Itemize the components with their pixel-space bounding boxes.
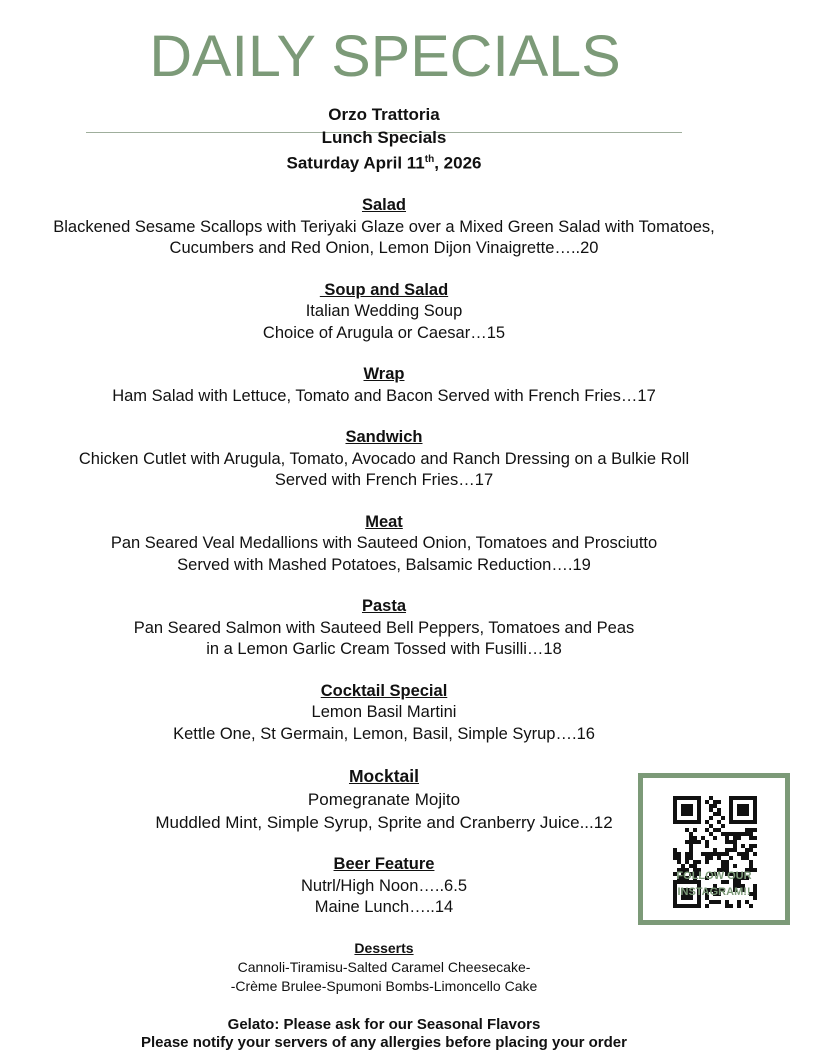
section-meat — [0, 512, 768, 577]
restaurant-name: Orzo Trattoria — [328, 105, 440, 124]
section-title: Mocktail — [348, 766, 420, 787]
menu-line: Muddled Mint, Simple Syrup, Sprite and Cranberry Juice...12 — [155, 813, 613, 833]
menu-subtitle: Lunch Specials — [321, 127, 447, 147]
section-wrap — [0, 364, 768, 407]
section-title: Salad — [361, 196, 407, 215]
section-pasta — [0, 596, 768, 661]
daily-specials-banner: DAILY SPECIALS — [149, 24, 621, 89]
menu-line: Pan Seared Veal Medallions with Sauteed Onion, Tomatoes and Prosciutto — [110, 534, 658, 553]
section-footer-notes — [0, 1016, 768, 1052]
section-title: Beer Feature — [333, 855, 435, 874]
qr-caption-line: FOLLOW OUR — [676, 870, 752, 882]
menu-line: Blackened Sesame Scallops with Teriyaki Glaze over a Mixed Green Salad with Tomatoes, — [53, 217, 715, 236]
section-title: Wrap — [363, 365, 405, 384]
menu-line: Pan Seared Salmon with Sauteed Bell Peppers, Tomatoes and Peas — [133, 618, 635, 637]
instagram-qr-code[interactable] — [638, 773, 790, 925]
menu-line: Ham Salad with Lettuce, Tomato and Bacon Served with French Fries…17 — [112, 386, 656, 405]
section-title: Pasta — [361, 597, 407, 616]
menu-line: Please notify your servers of any allergies before placing your order — [140, 1033, 627, 1051]
menu-line: Cucumbers and Red Onion, Lemon Dijon Vinaigrette…..20 — [169, 239, 599, 258]
menu-line: Pomegranate Mojito — [307, 790, 461, 810]
date-prefix: Saturday April 11 — [286, 153, 425, 173]
section-title: Sandwich — [345, 428, 423, 447]
menu-line: Served with Mashed Potatoes, Balsamic Reduction….19 — [177, 555, 591, 574]
menu-line: Nutrl/High Noon…..6.5 — [301, 876, 467, 895]
menu-line: Cannoli-Tiramisu-Salted Caramel Cheesecake- — [237, 958, 531, 975]
section-cocktail-special — [0, 681, 768, 746]
section-title: Soup and Salad — [319, 280, 449, 299]
date-year: , 2026 — [434, 153, 482, 173]
section-title: Desserts — [354, 939, 414, 956]
section-desserts — [0, 939, 768, 996]
menu-line: Gelato: Please ask for our Seasonal Flavors — [227, 1015, 541, 1033]
section-title: Meat — [365, 512, 403, 531]
section-title: Cocktail Special — [320, 681, 448, 700]
menu-line: in a Lemon Garlic Cream Tossed with Fusilli…18 — [206, 640, 562, 659]
section-salad — [0, 195, 768, 260]
section-soup-and-salad — [0, 280, 768, 345]
menu-line: Lemon Basil Martini — [311, 703, 457, 722]
menu-line: Served with French Fries…17 — [274, 471, 494, 490]
menu-line: Kettle One, St Germain, Lemon, Basil, Simple Syrup….16 — [173, 724, 595, 743]
menu-line: Chicken Cutlet with Arugula, Tomato, Avocado and Ranch Dressing on a Bulkie Roll — [78, 449, 690, 468]
menu-line: Italian Wedding Soup — [305, 302, 463, 321]
menu-line: -Crème Brulee-Spumoni Bombs-Limoncello Cake — [230, 977, 538, 994]
menu-line: Choice of Arugula or Caesar…15 — [262, 323, 506, 342]
qr-caption — [643, 868, 785, 900]
section-sandwich — [0, 427, 768, 492]
menu-date — [0, 149, 768, 175]
qr-caption-line: INSTAGRAM!! — [677, 886, 751, 898]
menu-line: Maine Lunch…..14 — [314, 898, 454, 917]
date-suffix-sup: th — [424, 154, 435, 165]
